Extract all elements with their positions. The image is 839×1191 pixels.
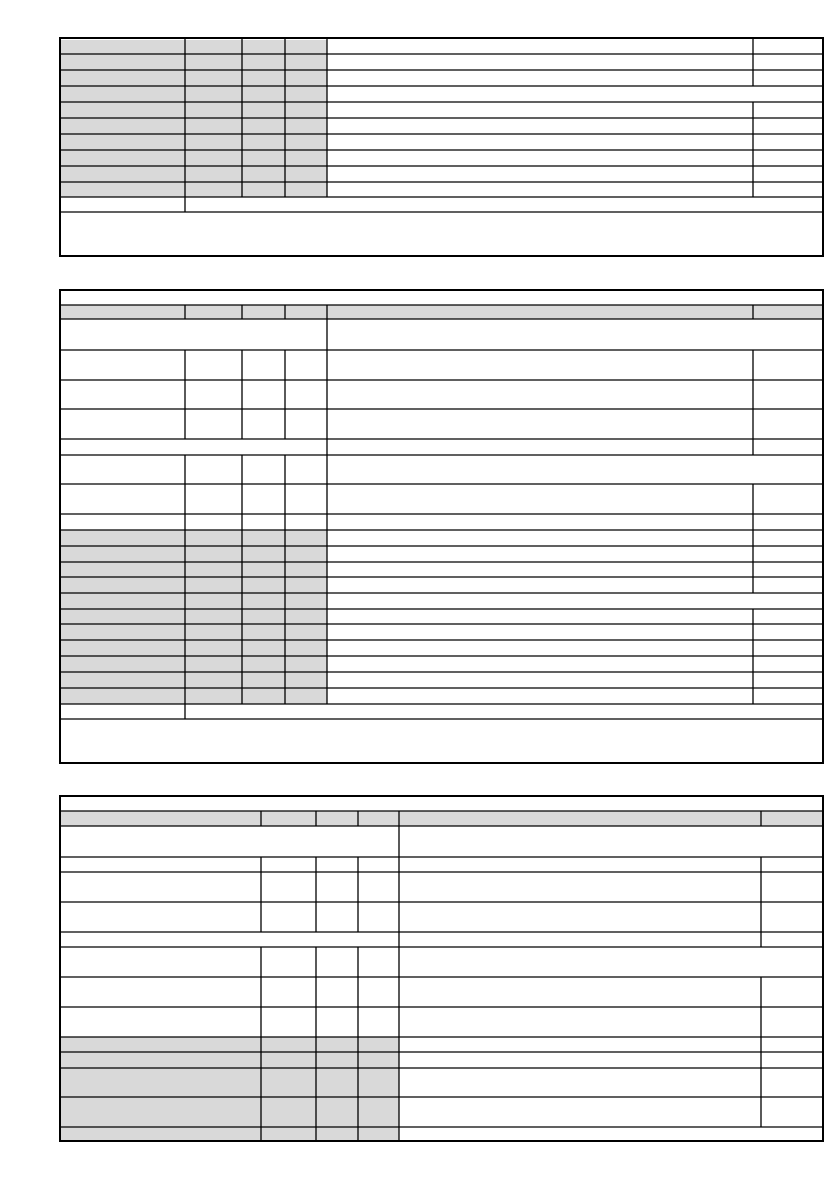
shaded-cell-block: [60, 530, 327, 704]
header-row-shade: [60, 811, 823, 826]
form-table-bottom: [60, 796, 823, 1141]
header-row-shade: [60, 305, 823, 319]
form-table-middle: [60, 290, 823, 763]
form-table-top: [60, 38, 823, 256]
